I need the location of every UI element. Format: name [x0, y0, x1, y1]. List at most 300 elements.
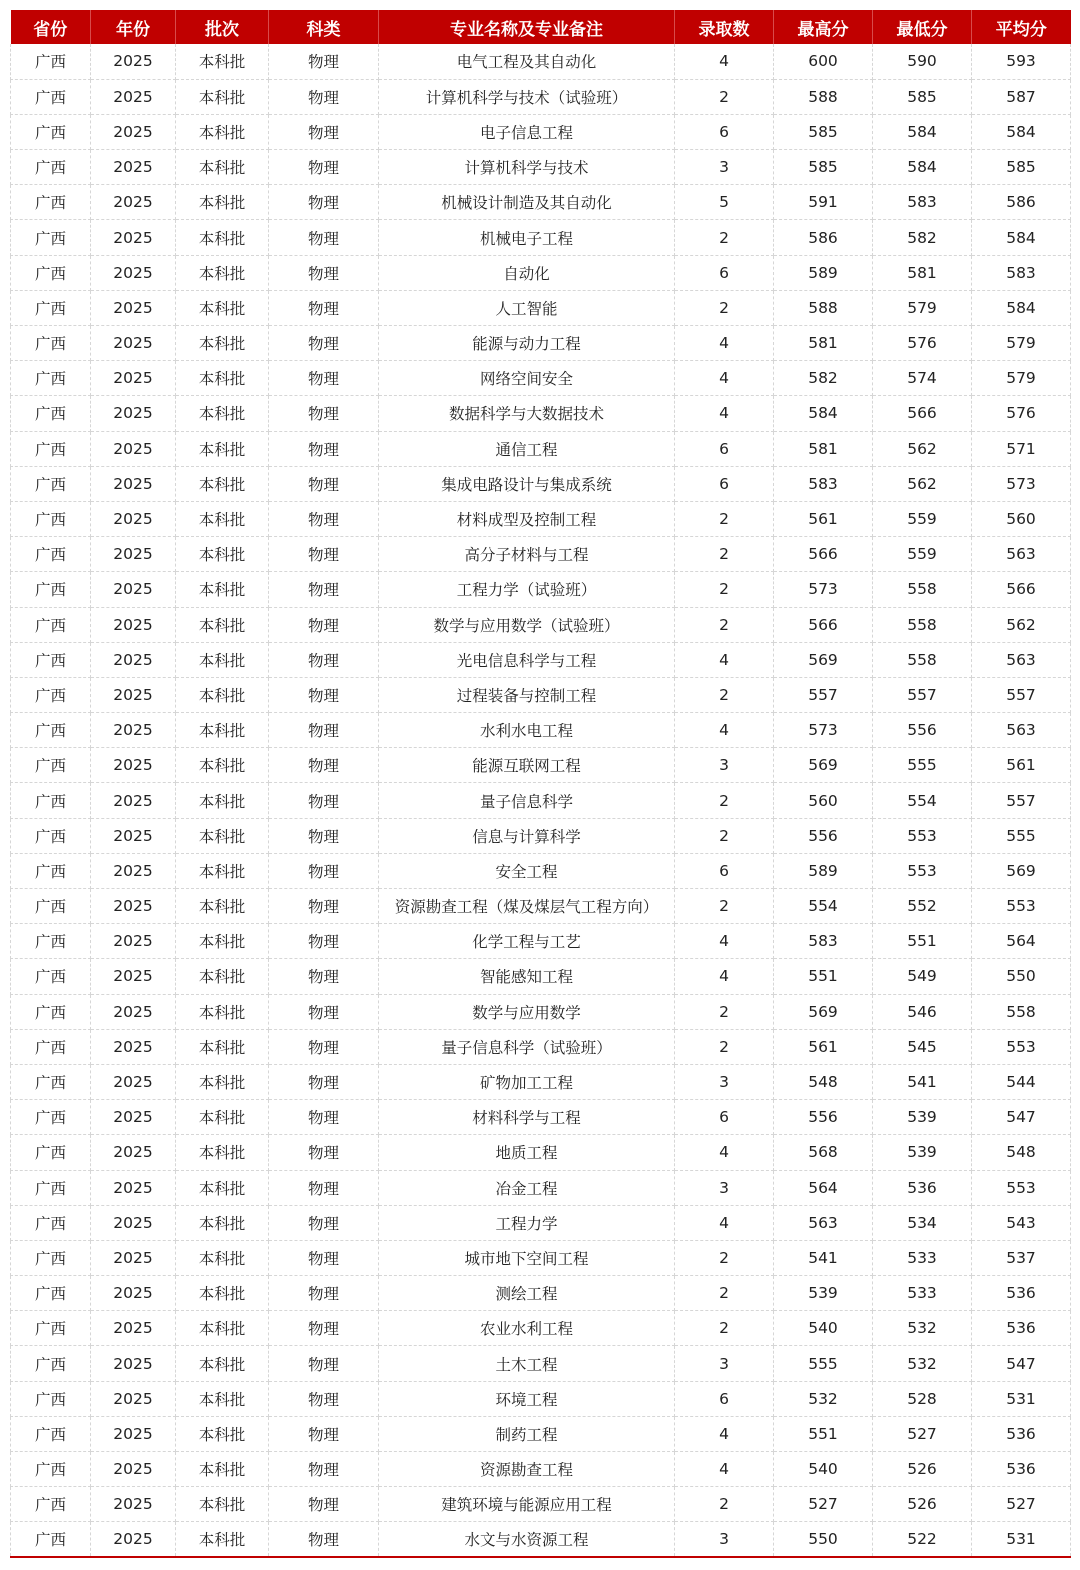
min-score-cell: 541: [873, 1064, 972, 1099]
major-name-cell: 城市地下空间工程: [379, 1240, 675, 1275]
table-row: [11, 537, 1071, 572]
batch-cell: 本科批: [176, 220, 269, 255]
subject-category-cell: 物理: [269, 1487, 379, 1522]
admitted-count-cell: 4: [675, 44, 774, 79]
major-name-cell: 计算机科学与技术: [379, 150, 675, 185]
major-name-cell: 能源与动力工程: [379, 326, 675, 361]
min-score-cell: 579: [873, 290, 972, 325]
min-score-cell: 553: [873, 853, 972, 888]
batch-cell: 本科批: [176, 677, 269, 712]
year-cell: 2025: [91, 466, 176, 501]
avg-score-cell: 558: [972, 994, 1071, 1029]
province-cell: 广西: [11, 501, 91, 536]
year-cell: 2025: [91, 361, 176, 396]
table-row: [11, 783, 1071, 818]
province-cell: 广西: [11, 220, 91, 255]
major-name-cell: 冶金工程: [379, 1170, 675, 1205]
province-cell: 广西: [11, 44, 91, 79]
avg-score-cell: 585: [972, 150, 1071, 185]
subject-category-cell: 物理: [269, 713, 379, 748]
table-row: [11, 220, 1071, 255]
header-max-score: 最高分: [774, 10, 873, 44]
table-row: [11, 501, 1071, 536]
major-name-cell: 自动化: [379, 255, 675, 290]
batch-cell: 本科批: [176, 150, 269, 185]
year-cell: 2025: [91, 114, 176, 149]
min-score-cell: 533: [873, 1276, 972, 1311]
subject-category-cell: 物理: [269, 396, 379, 431]
admitted-count-cell: 4: [675, 1205, 774, 1240]
batch-cell: 本科批: [176, 1381, 269, 1416]
subject-category-cell: 物理: [269, 572, 379, 607]
avg-score-cell: 563: [972, 642, 1071, 677]
table-row: [11, 114, 1071, 149]
batch-cell: 本科批: [176, 1135, 269, 1170]
province-cell: 广西: [11, 1346, 91, 1381]
min-score-cell: 552: [873, 889, 972, 924]
admitted-count-cell: 4: [675, 713, 774, 748]
min-score-cell: 558: [873, 642, 972, 677]
table-row: [11, 713, 1071, 748]
province-cell: 广西: [11, 607, 91, 642]
table-row: [11, 642, 1071, 677]
max-score-cell: 585: [774, 114, 873, 149]
subject-category-cell: 物理: [269, 220, 379, 255]
subject-category-cell: 物理: [269, 361, 379, 396]
year-cell: 2025: [91, 713, 176, 748]
subject-category-cell: 物理: [269, 44, 379, 79]
subject-category-cell: 物理: [269, 1311, 379, 1346]
table-row: [11, 1487, 1071, 1522]
max-score-cell: 556: [774, 1100, 873, 1135]
province-cell: 广西: [11, 114, 91, 149]
year-cell: 2025: [91, 1522, 176, 1557]
avg-score-cell: 584: [972, 290, 1071, 325]
subject-category-cell: 物理: [269, 1240, 379, 1275]
max-score-cell: 583: [774, 924, 873, 959]
table-row: [11, 1064, 1071, 1099]
min-score-cell: 532: [873, 1346, 972, 1381]
major-name-cell: 信息与计算科学: [379, 818, 675, 853]
avg-score-cell: 562: [972, 607, 1071, 642]
major-name-cell: 人工智能: [379, 290, 675, 325]
admitted-count-cell: 6: [675, 466, 774, 501]
year-cell: 2025: [91, 185, 176, 220]
table-header: [11, 10, 1071, 44]
batch-cell: 本科批: [176, 959, 269, 994]
avg-score-cell: 560: [972, 501, 1071, 536]
admitted-count-cell: 4: [675, 1452, 774, 1487]
subject-category-cell: 物理: [269, 1135, 379, 1170]
major-name-cell: 机械设计制造及其自动化: [379, 185, 675, 220]
major-name-cell: 通信工程: [379, 431, 675, 466]
min-score-cell: 584: [873, 114, 972, 149]
province-cell: 广西: [11, 1487, 91, 1522]
province-cell: 广西: [11, 677, 91, 712]
year-cell: 2025: [91, 1452, 176, 1487]
year-cell: 2025: [91, 607, 176, 642]
year-cell: 2025: [91, 255, 176, 290]
max-score-cell: 550: [774, 1522, 873, 1557]
subject-category-cell: 物理: [269, 1064, 379, 1099]
subject-category-cell: 物理: [269, 150, 379, 185]
major-name-cell: 制药工程: [379, 1416, 675, 1451]
batch-cell: 本科批: [176, 1100, 269, 1135]
admitted-count-cell: 2: [675, 220, 774, 255]
admitted-count-cell: 4: [675, 396, 774, 431]
province-cell: 广西: [11, 396, 91, 431]
avg-score-cell: 564: [972, 924, 1071, 959]
max-score-cell: 586: [774, 220, 873, 255]
max-score-cell: 564: [774, 1170, 873, 1205]
max-score-cell: 588: [774, 290, 873, 325]
max-score-cell: 581: [774, 431, 873, 466]
year-cell: 2025: [91, 1029, 176, 1064]
admitted-count-cell: 2: [675, 783, 774, 818]
table-row: [11, 607, 1071, 642]
admitted-count-cell: 3: [675, 1522, 774, 1557]
admitted-count-cell: 2: [675, 79, 774, 114]
avg-score-cell: 531: [972, 1522, 1071, 1557]
major-name-cell: 高分子材料与工程: [379, 537, 675, 572]
batch-cell: 本科批: [176, 994, 269, 1029]
admitted-count-cell: 2: [675, 1311, 774, 1346]
min-score-cell: 558: [873, 572, 972, 607]
avg-score-cell: 547: [972, 1100, 1071, 1135]
province-cell: 广西: [11, 642, 91, 677]
province-cell: 广西: [11, 1240, 91, 1275]
table-row: [11, 1135, 1071, 1170]
subject-category-cell: 物理: [269, 1416, 379, 1451]
subject-category-cell: 物理: [269, 607, 379, 642]
subject-category-cell: 物理: [269, 1381, 379, 1416]
header-province: 省份: [11, 10, 91, 44]
admitted-count-cell: 2: [675, 537, 774, 572]
province-cell: 广西: [11, 361, 91, 396]
avg-score-cell: 583: [972, 255, 1071, 290]
year-cell: 2025: [91, 1381, 176, 1416]
avg-score-cell: 553: [972, 889, 1071, 924]
admitted-count-cell: 2: [675, 994, 774, 1029]
admitted-count-cell: 4: [675, 924, 774, 959]
avg-score-cell: 531: [972, 1381, 1071, 1416]
year-cell: 2025: [91, 150, 176, 185]
batch-cell: 本科批: [176, 1311, 269, 1346]
province-cell: 广西: [11, 1029, 91, 1064]
province-cell: 广西: [11, 290, 91, 325]
province-cell: 广西: [11, 326, 91, 361]
avg-score-cell: 593: [972, 44, 1071, 79]
max-score-cell: 585: [774, 150, 873, 185]
max-score-cell: 573: [774, 713, 873, 748]
batch-cell: 本科批: [176, 290, 269, 325]
min-score-cell: 522: [873, 1522, 972, 1557]
major-name-cell: 数学与应用数学（试验班）: [379, 607, 675, 642]
avg-score-cell: 569: [972, 853, 1071, 888]
province-cell: 广西: [11, 1064, 91, 1099]
avg-score-cell: 553: [972, 1170, 1071, 1205]
header-row: [11, 10, 1071, 44]
max-score-cell: 557: [774, 677, 873, 712]
admitted-count-cell: 2: [675, 1276, 774, 1311]
subject-category-cell: 物理: [269, 748, 379, 783]
subject-category-cell: 物理: [269, 255, 379, 290]
max-score-cell: 568: [774, 1135, 873, 1170]
table-row: [11, 1029, 1071, 1064]
subject-category-cell: 物理: [269, 114, 379, 149]
admitted-count-cell: 2: [675, 1487, 774, 1522]
max-score-cell: 591: [774, 185, 873, 220]
admitted-count-cell: 2: [675, 501, 774, 536]
admitted-count-cell: 6: [675, 431, 774, 466]
avg-score-cell: 536: [972, 1452, 1071, 1487]
subject-category-cell: 物理: [269, 1029, 379, 1064]
table-row: [11, 466, 1071, 501]
major-name-cell: 集成电路设计与集成系统: [379, 466, 675, 501]
batch-cell: 本科批: [176, 114, 269, 149]
admitted-count-cell: 4: [675, 1135, 774, 1170]
min-score-cell: 583: [873, 185, 972, 220]
table-row: [11, 1170, 1071, 1205]
batch-cell: 本科批: [176, 1416, 269, 1451]
header-subject-category: 科类: [269, 10, 379, 44]
batch-cell: 本科批: [176, 783, 269, 818]
table-row: [11, 1311, 1071, 1346]
min-score-cell: 556: [873, 713, 972, 748]
subject-category-cell: 物理: [269, 79, 379, 114]
min-score-cell: 566: [873, 396, 972, 431]
max-score-cell: 560: [774, 783, 873, 818]
year-cell: 2025: [91, 677, 176, 712]
major-name-cell: 地质工程: [379, 1135, 675, 1170]
batch-cell: 本科批: [176, 1276, 269, 1311]
admitted-count-cell: 2: [675, 607, 774, 642]
avg-score-cell: 544: [972, 1064, 1071, 1099]
major-name-cell: 过程装备与控制工程: [379, 677, 675, 712]
subject-category-cell: 物理: [269, 326, 379, 361]
province-cell: 广西: [11, 994, 91, 1029]
admitted-count-cell: 4: [675, 361, 774, 396]
min-score-cell: 539: [873, 1135, 972, 1170]
table-row: [11, 326, 1071, 361]
max-score-cell: 569: [774, 994, 873, 1029]
major-name-cell: 计算机科学与技术（试验班）: [379, 79, 675, 114]
max-score-cell: 548: [774, 1064, 873, 1099]
min-score-cell: 582: [873, 220, 972, 255]
year-cell: 2025: [91, 1170, 176, 1205]
admitted-count-cell: 3: [675, 1170, 774, 1205]
admission-score-table: [10, 10, 1071, 1558]
avg-score-cell: 536: [972, 1311, 1071, 1346]
table-row: [11, 1522, 1071, 1557]
batch-cell: 本科批: [176, 818, 269, 853]
table-row: [11, 255, 1071, 290]
subject-category-cell: 物理: [269, 501, 379, 536]
batch-cell: 本科批: [176, 396, 269, 431]
min-score-cell: 559: [873, 501, 972, 536]
table-row: [11, 818, 1071, 853]
major-name-cell: 光电信息科学与工程: [379, 642, 675, 677]
year-cell: 2025: [91, 1416, 176, 1451]
batch-cell: 本科批: [176, 642, 269, 677]
subject-category-cell: 物理: [269, 642, 379, 677]
min-score-cell: 526: [873, 1487, 972, 1522]
subject-category-cell: 物理: [269, 431, 379, 466]
subject-category-cell: 物理: [269, 1205, 379, 1240]
year-cell: 2025: [91, 326, 176, 361]
major-name-cell: 机械电子工程: [379, 220, 675, 255]
year-cell: 2025: [91, 1276, 176, 1311]
province-cell: 广西: [11, 1416, 91, 1451]
year-cell: 2025: [91, 431, 176, 466]
year-cell: 2025: [91, 924, 176, 959]
batch-cell: 本科批: [176, 748, 269, 783]
table-row: [11, 1452, 1071, 1487]
admission-score-table-container: [10, 10, 1070, 1558]
header-admitted-count: 录取数: [675, 10, 774, 44]
batch-cell: 本科批: [176, 1064, 269, 1099]
max-score-cell: 589: [774, 853, 873, 888]
header-min-score: 最低分: [873, 10, 972, 44]
admitted-count-cell: 5: [675, 185, 774, 220]
major-name-cell: 电子信息工程: [379, 114, 675, 149]
batch-cell: 本科批: [176, 361, 269, 396]
batch-cell: 本科批: [176, 607, 269, 642]
major-name-cell: 资源勘查工程（煤及煤层气工程方向）: [379, 889, 675, 924]
admitted-count-cell: 2: [675, 290, 774, 325]
major-name-cell: 环境工程: [379, 1381, 675, 1416]
province-cell: 广西: [11, 466, 91, 501]
max-score-cell: 566: [774, 607, 873, 642]
major-name-cell: 建筑环境与能源应用工程: [379, 1487, 675, 1522]
min-score-cell: 526: [873, 1452, 972, 1487]
subject-category-cell: 物理: [269, 1522, 379, 1557]
avg-score-cell: 555: [972, 818, 1071, 853]
avg-score-cell: 547: [972, 1346, 1071, 1381]
max-score-cell: 556: [774, 818, 873, 853]
major-name-cell: 量子信息科学（试验班）: [379, 1029, 675, 1064]
table-row: [11, 1416, 1071, 1451]
admitted-count-cell: 4: [675, 1416, 774, 1451]
max-score-cell: 589: [774, 255, 873, 290]
year-cell: 2025: [91, 959, 176, 994]
max-score-cell: 540: [774, 1311, 873, 1346]
batch-cell: 本科批: [176, 1029, 269, 1064]
avg-score-cell: 584: [972, 114, 1071, 149]
table-row: [11, 994, 1071, 1029]
table-row: [11, 44, 1071, 79]
table-row: [11, 1100, 1071, 1135]
header-batch: 批次: [176, 10, 269, 44]
batch-cell: 本科批: [176, 1346, 269, 1381]
max-score-cell: 551: [774, 959, 873, 994]
batch-cell: 本科批: [176, 889, 269, 924]
min-score-cell: 536: [873, 1170, 972, 1205]
min-score-cell: 584: [873, 150, 972, 185]
table-row: [11, 889, 1071, 924]
avg-score-cell: 587: [972, 79, 1071, 114]
table-row: [11, 959, 1071, 994]
min-score-cell: 558: [873, 607, 972, 642]
max-score-cell: 582: [774, 361, 873, 396]
subject-category-cell: 物理: [269, 290, 379, 325]
header-avg-score: 平均分: [995, 19, 1047, 40]
subject-category-cell: 物理: [269, 537, 379, 572]
table-row: [11, 924, 1071, 959]
batch-cell: 本科批: [176, 1452, 269, 1487]
max-score-cell: 540: [774, 1452, 873, 1487]
avg-score-cell: 548: [972, 1135, 1071, 1170]
subject-category-cell: 物理: [269, 783, 379, 818]
year-cell: 2025: [91, 783, 176, 818]
major-name-cell: 安全工程: [379, 853, 675, 888]
max-score-cell: 551: [774, 1416, 873, 1451]
batch-cell: 本科批: [176, 1487, 269, 1522]
min-score-cell: 574: [873, 361, 972, 396]
admitted-count-cell: 3: [675, 150, 774, 185]
avg-score-cell: 579: [972, 326, 1071, 361]
province-cell: 广西: [11, 1100, 91, 1135]
major-name-cell: 土木工程: [379, 1346, 675, 1381]
batch-cell: 本科批: [176, 1522, 269, 1557]
min-score-cell: 539: [873, 1100, 972, 1135]
major-name-cell: 数据科学与大数据技术: [379, 396, 675, 431]
year-cell: 2025: [91, 994, 176, 1029]
max-score-cell: 600: [774, 44, 873, 79]
min-score-cell: 554: [873, 783, 972, 818]
batch-cell: 本科批: [176, 79, 269, 114]
min-score-cell: 562: [873, 466, 972, 501]
min-score-cell: 559: [873, 537, 972, 572]
major-name-cell: 工程力学（试验班）: [379, 572, 675, 607]
subject-category-cell: 物理: [269, 818, 379, 853]
province-cell: 广西: [11, 853, 91, 888]
major-name-cell: 能源互联网工程: [379, 748, 675, 783]
batch-cell: 本科批: [176, 1205, 269, 1240]
subject-category-cell: 物理: [269, 924, 379, 959]
admitted-count-cell: 6: [675, 114, 774, 149]
batch-cell: 本科批: [176, 572, 269, 607]
admitted-count-cell: 4: [675, 642, 774, 677]
avg-score-cell: 573: [972, 466, 1071, 501]
year-cell: 2025: [91, 572, 176, 607]
subject-category-cell: 物理: [269, 853, 379, 888]
year-cell: 2025: [91, 748, 176, 783]
min-score-cell: 590: [873, 44, 972, 79]
year-cell: 2025: [91, 1205, 176, 1240]
province-cell: 广西: [11, 537, 91, 572]
year-cell: 2025: [91, 1311, 176, 1346]
table-row: [11, 290, 1071, 325]
table-row: [11, 185, 1071, 220]
year-cell: 2025: [91, 1100, 176, 1135]
min-score-cell: 557: [873, 677, 972, 712]
admitted-count-cell: 3: [675, 1346, 774, 1381]
batch-cell: 本科批: [176, 466, 269, 501]
major-name-cell: 工程力学: [379, 1205, 675, 1240]
subject-category-cell: 物理: [269, 959, 379, 994]
admitted-count-cell: 2: [675, 818, 774, 853]
min-score-cell: 555: [873, 748, 972, 783]
major-name-cell: 电气工程及其自动化: [379, 44, 675, 79]
batch-cell: 本科批: [176, 1240, 269, 1275]
max-score-cell: 569: [774, 642, 873, 677]
max-score-cell: 527: [774, 1487, 873, 1522]
avg-score-cell: 566: [972, 572, 1071, 607]
subject-category-cell: 物理: [269, 677, 379, 712]
batch-cell: 本科批: [176, 853, 269, 888]
batch-cell: 本科批: [176, 326, 269, 361]
